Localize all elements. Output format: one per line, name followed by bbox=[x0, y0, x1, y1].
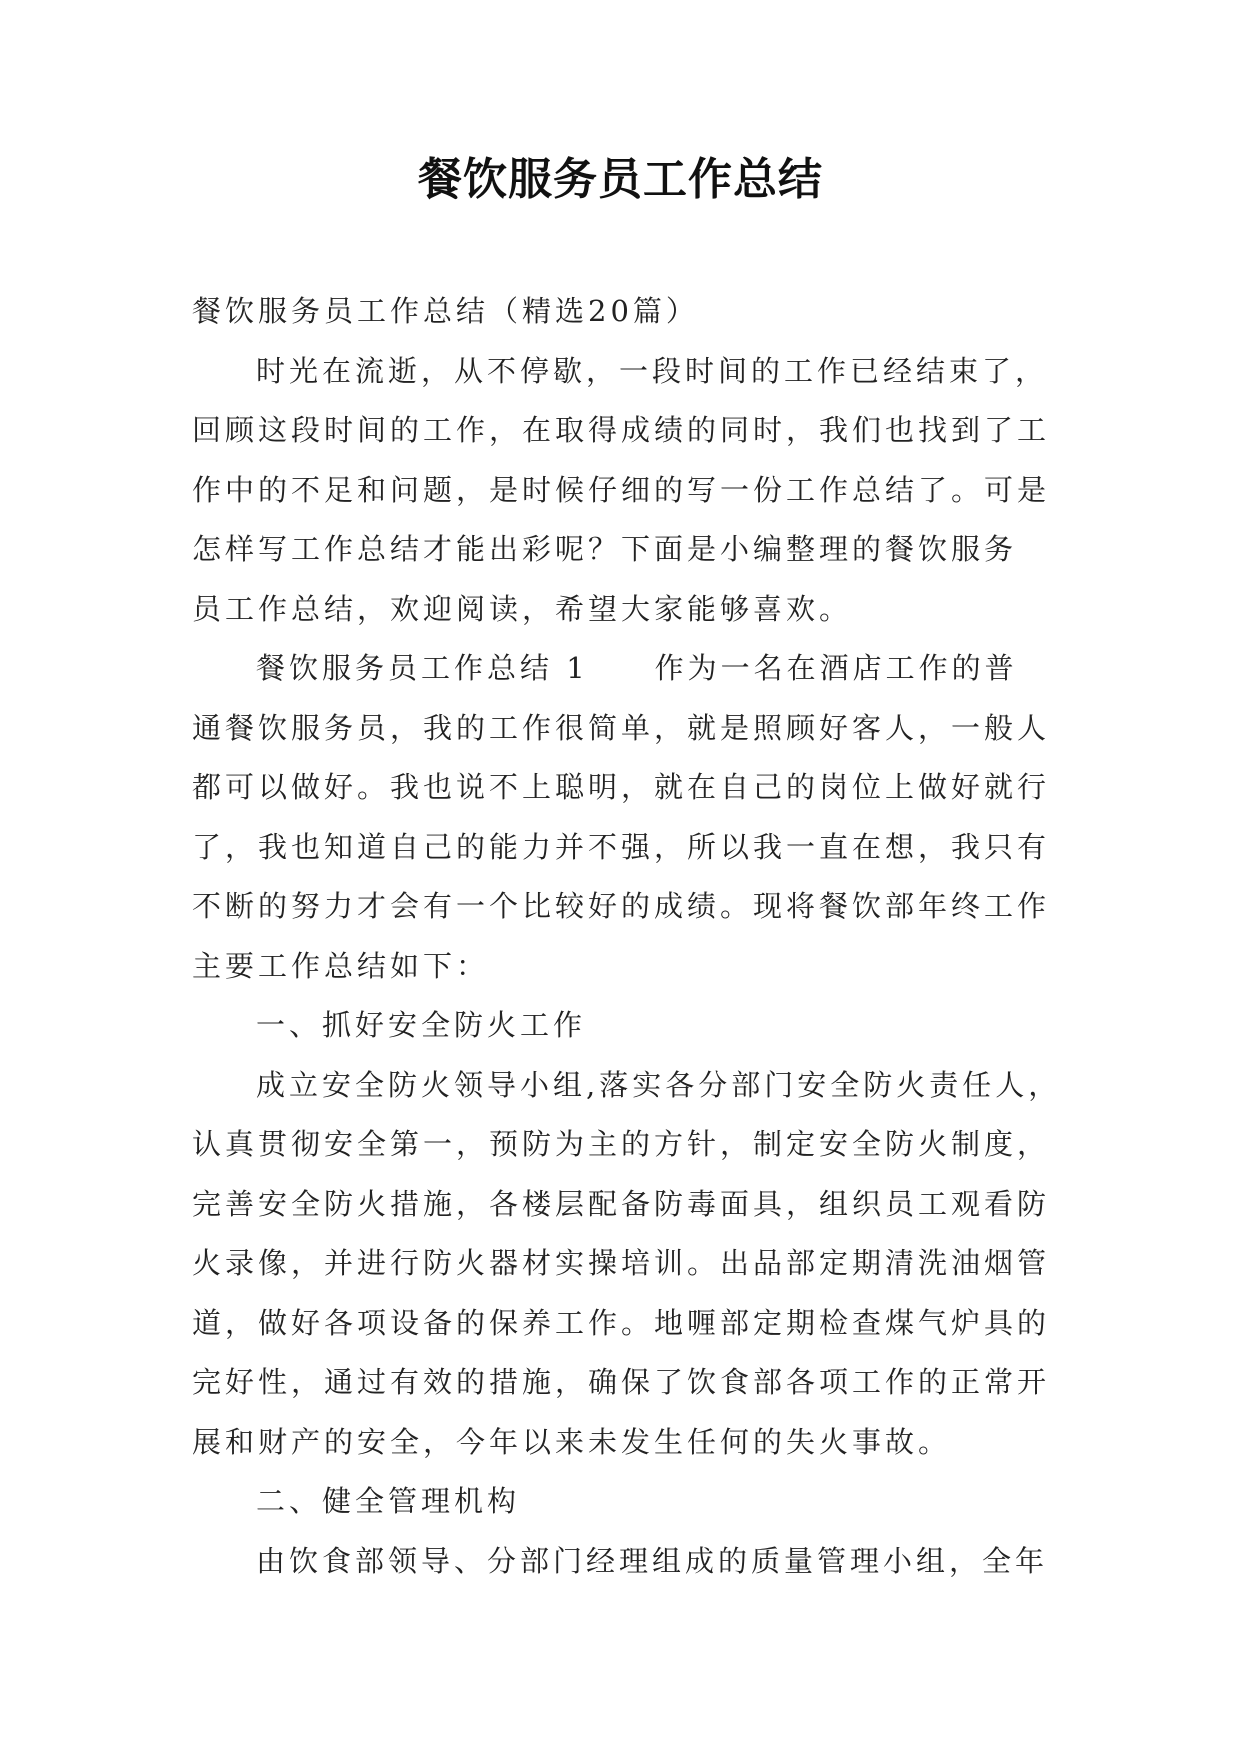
paragraph-line: 道，做好各项设备的保养工作。地喱部定期检查煤气炉具的 bbox=[192, 1305, 1051, 1340]
paragraph-line: 了，我也知道自己的能力并不强，所以我一直在想，我只有 bbox=[192, 829, 1051, 864]
document-body bbox=[192, 282, 1072, 1591]
section-heading: 二、健全管理机构 bbox=[256, 1484, 521, 1518]
paragraph-line: 主要工作总结如下： bbox=[192, 948, 490, 983]
paragraph-line: 完善安全防火措施，各楼层配备防毒面具，组织员工观看防 bbox=[192, 1186, 1051, 1221]
paragraph-line: 回顾这段时间的工作，在取得成绩的同时，我们也找到了工 bbox=[192, 413, 1051, 447]
paragraph-line: 成立安全防火领导小组,落实各分部门安全防火责任人， bbox=[256, 1067, 1062, 1102]
paragraph-line: 作中的不足和问题，是时候仔细的写一份工作总结了。可是 bbox=[192, 472, 1051, 507]
document-title: 餐饮服务员工作总结 bbox=[418, 154, 823, 205]
section-heading: 一、抓好安全防火工作 bbox=[256, 1008, 587, 1042]
paragraph-line: 认真贯彻安全第一，预防为主的方针，制定安全防火制度， bbox=[192, 1127, 1051, 1161]
paragraph-line: 展和财产的安全，今年以来未发生任何的失火事故。 bbox=[192, 1424, 952, 1459]
subtitle-line: 餐饮服务员工作总结（精选20篇） bbox=[192, 294, 699, 328]
paragraph-line: 员工作总结，欢迎阅读，希望大家能够喜欢。 bbox=[192, 591, 853, 626]
paragraph-line: 怎样写工作总结才能出彩呢？下面是小编整理的餐饮服务 bbox=[192, 532, 1018, 566]
paragraph-line: 都可以做好。我也说不上聪明，就在自己的岗位上做好就行 bbox=[192, 770, 1051, 804]
paragraph-line: 通餐饮服务员，我的工作很简单，就是照顾好客人，一般人 bbox=[192, 710, 1051, 745]
paragraph-line: 时光在流逝，从不停歇，一段时间的工作已经结束了， bbox=[256, 353, 1049, 388]
paragraph-line: 由饮食部领导、分部门经理组成的质量管理小组，全年 bbox=[256, 1543, 1049, 1578]
paragraph-line: 餐饮服务员工作总结 1 作为一名在酒店工作的普 bbox=[256, 651, 1018, 685]
paragraph-line: 不断的努力才会有一个比较好的成绩。现将餐饮部年终工作 bbox=[192, 889, 1051, 923]
paragraph-line: 完好性，通过有效的措施，确保了饮食部各项工作的正常开 bbox=[192, 1365, 1051, 1399]
paragraph-line: 火录像，并进行防火器材实操培训。出品部定期清洗油烟管 bbox=[192, 1246, 1051, 1280]
